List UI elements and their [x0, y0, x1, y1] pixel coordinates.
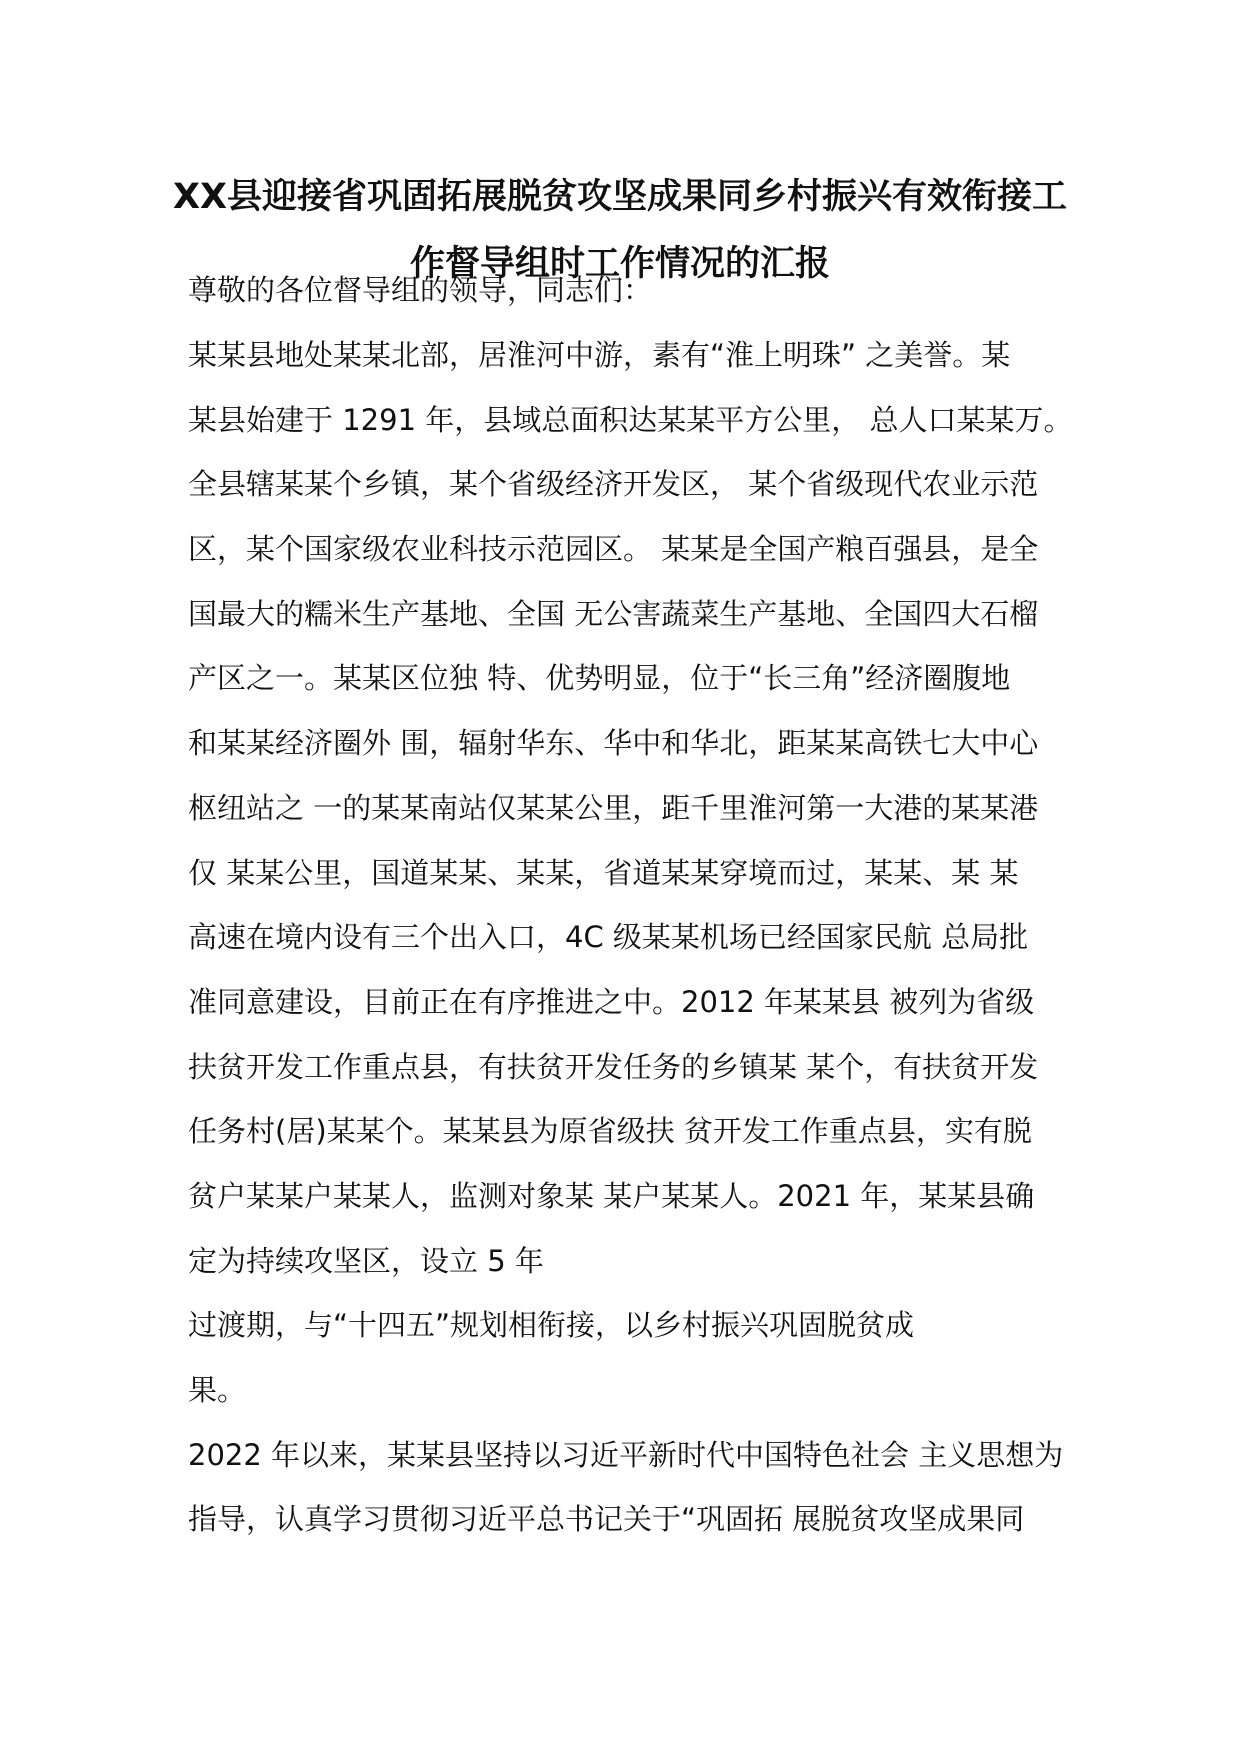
body-line: 任务村(居)某某个。某某县为原省级扶 贫开发工作重点县，实有脱 — [188, 1114, 1032, 1148]
body-line: 区，某个国家级农业科技示范园区。 某某是全国产粮百强县，是全 — [188, 532, 1039, 566]
body-line: 全县辖某某个乡镇，某个省级经济开发区， 某个省级现代农业示范 — [188, 467, 1039, 501]
body-line: 国最大的糯米生产基地、全国 无公害蔬菜生产基地、全国四大石榴 — [188, 597, 1039, 631]
body-line: 和某某经济圈外 围，辐射华东、华中和华北，距某某高铁七大中心 — [188, 726, 1039, 760]
body-line: 定为持续攻坚区，设立 5 年 — [188, 1244, 544, 1278]
body-line: 指导，认真学习贯彻习近平总书记关于“巩固拓 展脱贫攻坚成果同 — [188, 1502, 1025, 1536]
document-title-line-1: XX县迎接省巩固拓展脱贫攻坚成果同乡村振兴有效衔接工 — [173, 177, 1067, 217]
body-line: 扶贫开发工作重点县，有扶贫开发任务的乡镇某 某个，有扶贫开发 — [188, 1050, 1039, 1084]
body-line: 产区之一。某某区位独 特、优势明显，位于“长三角”经济圈腹地 — [188, 661, 1011, 695]
document-title-line-2: 作督导组时工作情况的汇报 — [409, 244, 830, 284]
body-line: 仅 某某公里，国道某某、某某，省道某某穿境而过，某某、某 某 — [188, 856, 1019, 890]
body-line: 果。 — [188, 1373, 247, 1407]
body-line: 贫户某某户某某人，监测对象某 某户某某人。2021 年，某某县确 — [188, 1179, 1035, 1213]
body-line: 高速在境内设有三个出入口，4C 级某某机场已经国家民航 总局批 — [188, 920, 1029, 954]
body-line: 准同意建设，目前正在有序推进之中。2012 年某某县 被列为省级 — [188, 985, 1035, 1019]
body-line: 过渡期，与“十四五”规划相衔接，以乡村振兴巩固脱贫成 — [188, 1308, 915, 1342]
body-line: 2022 年以来，某某县坚持以习近平新时代中国特色社会 主义思想为 — [188, 1438, 1064, 1472]
body-line: 某县始建于 1291 年，县域总面积达某某平方公里， 总人口某某万。 — [188, 403, 1073, 437]
body-line: 某某县地处某某北部，居淮河中游，素有“淮上明珠” 之美誉。某 — [188, 338, 1011, 372]
body-line: 枢纽站之 一的某某南站仅某某公里，距千里淮河第一大港的某某港 — [188, 791, 1039, 825]
salutation: 尊敬的各位督导组的领导，同志们： — [188, 273, 653, 307]
